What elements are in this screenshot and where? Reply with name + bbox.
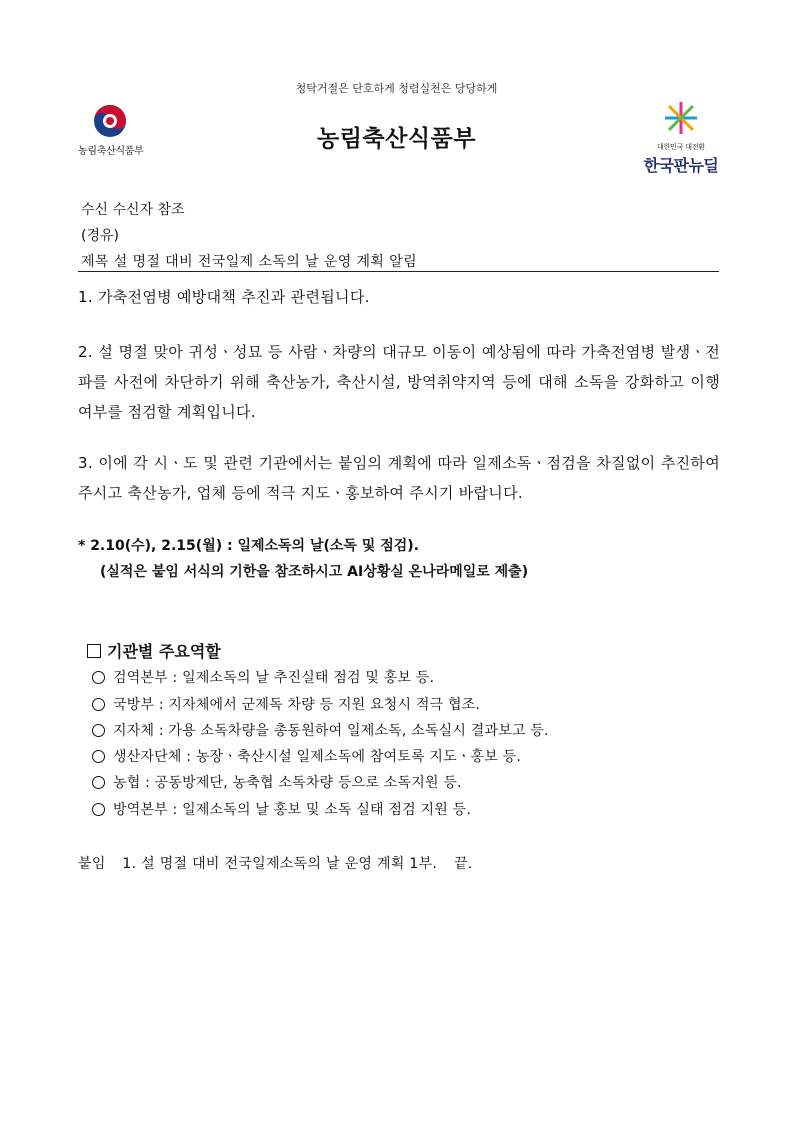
recipient-line: 수신 수신자 참조 [81,202,185,218]
role-item [92,799,471,819]
circle-bullet-icon [92,698,105,711]
attachment-label: 붙임 [78,856,106,872]
circle-bullet-icon [92,724,105,737]
ministry-logo-caption: 농림축산식품부 [78,146,144,157]
new-deal-slogan: 대한민국 대전환 [657,143,705,151]
paragraph-3: 3. 이에 각 시ㆍ도 및 관련 기관에서는 붙임의 계획에 따라 일제소독ㆍ점검을 차질없이 추진하여 주시고 축산농가, 업체 등에 적극 지도ㆍ홍보하여 주시기 바랍니다. [78,454,720,502]
document-end-mark: 끝. [453,856,473,872]
new-deal-star-icon [663,100,699,136]
role-item [92,667,434,687]
circle-bullet-icon [92,776,105,789]
role-item [92,746,521,766]
checkbox-square-icon [87,644,101,658]
circle-bullet-icon [92,803,105,816]
role-item [92,772,462,792]
ministry-title: 농림축산식품부 [316,126,477,152]
roles-section-title [87,639,221,662]
paragraph-1: 1. 가축전염병 예방대책 추진과 관련됩니다. [78,288,370,306]
new-deal-title: 한국판뉴딜 [643,156,719,175]
role-text: 국방부 : 지자체에서 군제독 차량 등 지원 요청시 적극 협조. [113,697,481,713]
roles-title-text: 기관별 주요역할 [107,642,221,661]
schedule-note: * 2.10(수), 2.15(월) : 일제소독의 날(소독 및 점검). [78,538,419,554]
attachment-text: 1. 설 명절 대비 전국일제소독의 날 운영 계획 1부. [122,856,438,872]
new-deal-logo [636,100,726,176]
circle-bullet-icon [92,750,105,763]
paragraph-2: 2. 설 명절 맞아 귀성ㆍ성묘 등 사람ㆍ차량의 대규모 이동이 예상됨에 따라 가축전염병 발생ㆍ전파를 사전에 차단하기 위해 축산농가, 축산시설, 방역취약지역 등에 대해 소독을 강화하고 이행 여부를 점검할 계획입니다. [78,343,720,421]
role-text: 지자체 : 가용 소독차량을 총동원하여 일제소독, 소독실시 결과보고 등. [113,723,549,739]
subject-divider [78,271,719,272]
role-item [92,720,549,740]
role-text: 검역본부 : 일제소독의 날 추진실태 점검 및 홍보 등. [113,670,435,686]
role-item [92,694,480,714]
role-text: 방역본부 : 일제소독의 날 홍보 및 소독 실태 점검 지원 등. [113,802,471,818]
role-text: 생산자단체 : 농장ㆍ축산시설 일제소독에 참여토록 지도ㆍ홍보 등. [113,749,522,765]
via-line: (경유) [81,228,119,244]
circle-bullet-icon [92,671,105,684]
slogan: 청탁거절은 단호하게 청렴실천은 당당하게 [295,82,498,95]
subject-line: 제목 설 명절 대비 전국일제 소독의 날 운영 계획 알림 [81,254,418,270]
attachment-line [78,853,473,873]
role-text: 농협 : 공동방제단, 농축협 소독차량 등으로 소독지원 등. [113,775,462,791]
report-note: (실적은 붙임 서식의 기한을 참조하시고 AI상황실 온나라메일로 제출) [100,564,529,580]
